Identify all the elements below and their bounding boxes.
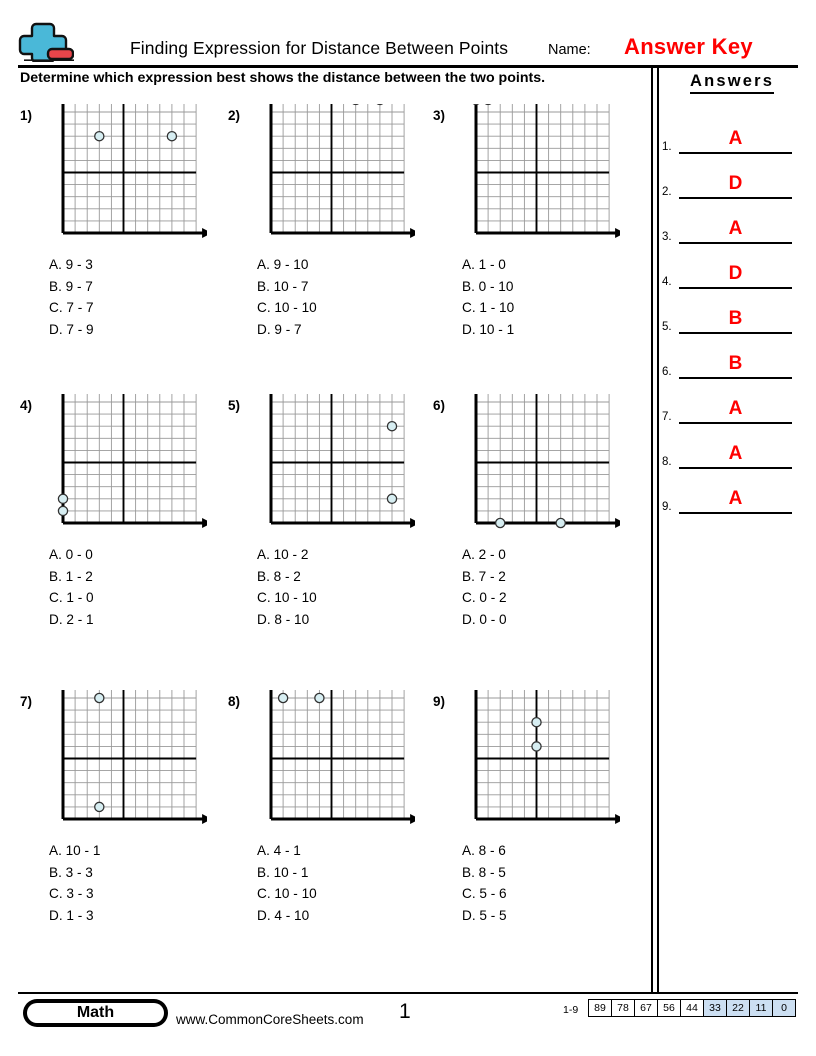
directions-text: Determine which expression best shows the distance between the two points. xyxy=(20,70,546,86)
answer-blank-line xyxy=(679,197,792,199)
answer-choice[interactable]: A. 0 - 0 xyxy=(49,547,93,562)
answer-choice[interactable]: B. 9 - 7 xyxy=(49,278,93,294)
score-box: 11 xyxy=(750,1000,773,1016)
answer-choice[interactable]: D. 10 - 1 xyxy=(462,321,515,337)
answer-choice[interactable]: D. 5 - 5 xyxy=(462,907,507,923)
plotted-point xyxy=(375,104,384,105)
answer-row xyxy=(662,380,794,424)
answer-choice[interactable]: C. 10 - 10 xyxy=(257,886,317,901)
answer-choice[interactable]: A. 1 - 0 xyxy=(462,257,506,272)
score-box: 78 xyxy=(612,1000,635,1016)
answer-blank-line xyxy=(679,377,792,379)
answer-value: A xyxy=(728,398,743,419)
answer-choice[interactable]: A. 4 - 1 xyxy=(257,843,301,858)
score-box: 0 xyxy=(773,1000,795,1016)
plotted-point xyxy=(315,693,324,702)
answer-choices xyxy=(257,254,317,340)
plus-minus-logo-icon xyxy=(18,22,74,62)
plotted-point xyxy=(556,518,565,527)
plotted-point xyxy=(95,693,104,702)
answer-choice[interactable]: B. 7 - 2 xyxy=(462,568,506,584)
plotted-point xyxy=(58,494,67,503)
plotted-point xyxy=(484,104,493,105)
answer-key-label: Answer Key xyxy=(624,34,753,59)
answer-number: 8. xyxy=(662,456,672,468)
answer-number: 5. xyxy=(662,321,672,333)
answer-choice[interactable]: C. 1 - 0 xyxy=(49,590,94,605)
plotted-point xyxy=(387,494,396,503)
coordinate-grid xyxy=(255,690,415,835)
answer-choice[interactable]: A. 10 - 2 xyxy=(257,547,309,562)
answer-choice[interactable]: D. 0 - 0 xyxy=(462,611,507,627)
answer-value: D xyxy=(728,263,743,284)
score-box: 44 xyxy=(681,1000,704,1016)
problem-number: 9) xyxy=(433,694,446,709)
answer-row xyxy=(662,290,794,334)
answer-choices xyxy=(49,254,94,340)
answer-row xyxy=(662,245,794,289)
answer-choices xyxy=(462,254,514,340)
plotted-point xyxy=(387,422,396,431)
answer-choices xyxy=(257,840,317,926)
answer-number: 1. xyxy=(662,141,672,153)
page-number: 1 xyxy=(399,1000,411,1023)
plotted-point xyxy=(95,802,104,811)
answer-value: B xyxy=(728,353,743,374)
answer-value: B xyxy=(728,308,743,329)
problem-number: 4) xyxy=(20,398,33,413)
column-separator-inner xyxy=(657,66,659,992)
answer-choice[interactable]: C. 10 - 10 xyxy=(257,590,317,605)
answer-choice[interactable]: C. 5 - 6 xyxy=(462,886,507,901)
answer-value: A xyxy=(728,218,743,239)
answer-choice[interactable]: C. 3 - 3 xyxy=(49,886,94,901)
answer-choice[interactable]: A. 10 - 1 xyxy=(49,843,101,858)
answer-choice[interactable]: A. 9 - 3 xyxy=(49,257,93,272)
answer-choice[interactable]: C. 7 - 7 xyxy=(49,300,94,315)
answer-blank-line xyxy=(679,287,792,289)
site-url: www.CommonCoreSheets.com xyxy=(176,1012,364,1027)
answer-number: 2. xyxy=(662,186,672,198)
answer-choice[interactable]: D. 9 - 7 xyxy=(257,321,302,337)
answer-number: 4. xyxy=(662,276,672,288)
plotted-point xyxy=(167,132,176,141)
name-label: Name: xyxy=(548,42,591,58)
answer-choice[interactable]: D. 4 - 10 xyxy=(257,907,310,923)
score-box: 22 xyxy=(727,1000,750,1016)
page-header xyxy=(0,0,816,66)
plotted-point xyxy=(95,132,104,141)
plotted-point xyxy=(351,104,360,105)
answer-choice[interactable]: D. 2 - 1 xyxy=(49,611,94,627)
answer-choice[interactable]: D. 1 - 3 xyxy=(49,907,94,923)
score-box: 89 xyxy=(589,1000,612,1016)
score-range-label: 1-9 xyxy=(563,1004,579,1016)
score-box: 33 xyxy=(704,1000,727,1016)
subject-badge xyxy=(23,999,168,1027)
score-scale xyxy=(588,999,796,1017)
answer-choice[interactable]: B. 3 - 3 xyxy=(49,864,93,880)
answer-blank-line xyxy=(679,422,792,424)
coordinate-grid xyxy=(47,104,207,249)
answer-choice[interactable]: D. 8 - 10 xyxy=(257,611,310,627)
answer-row xyxy=(662,110,794,154)
answer-choice[interactable]: C. 1 - 10 xyxy=(462,300,515,315)
answer-row xyxy=(662,155,794,199)
answer-choice[interactable]: B. 8 - 5 xyxy=(462,864,506,880)
answer-choice[interactable]: A. 2 - 0 xyxy=(462,547,506,562)
answer-value: A xyxy=(728,488,743,509)
answer-value: D xyxy=(728,173,743,194)
header-divider xyxy=(18,65,798,68)
answer-choices xyxy=(462,544,507,630)
answers-heading: Answers xyxy=(690,72,774,94)
answer-number: 7. xyxy=(662,411,672,423)
score-box: 56 xyxy=(658,1000,681,1016)
plotted-point xyxy=(496,518,505,527)
coordinate-grid xyxy=(460,104,620,249)
answer-blank-line xyxy=(679,152,792,154)
answer-choice[interactable]: B. 10 - 1 xyxy=(257,864,309,880)
footer-divider xyxy=(18,992,798,994)
answer-row xyxy=(662,470,794,514)
coordinate-grid xyxy=(255,104,415,249)
plotted-point xyxy=(58,506,67,515)
subject-badge-label: Math xyxy=(27,1003,164,1023)
answer-choice[interactable]: D. 7 - 9 xyxy=(49,321,94,337)
problem-number: 3) xyxy=(433,108,446,123)
answer-choice[interactable]: B. 1 - 2 xyxy=(49,568,93,584)
plotted-point xyxy=(279,693,288,702)
answer-choice[interactable]: C. 0 - 2 xyxy=(462,590,507,605)
coordinate-grid xyxy=(255,394,415,539)
coordinate-grid xyxy=(460,394,620,539)
plotted-point xyxy=(471,104,480,105)
score-box: 67 xyxy=(635,1000,658,1016)
answer-choice[interactable]: C. 10 - 10 xyxy=(257,300,317,315)
plotted-point xyxy=(532,742,541,751)
problem-number: 8) xyxy=(228,694,241,709)
answer-blank-line xyxy=(679,467,792,469)
answer-number: 3. xyxy=(662,231,672,243)
answer-choice[interactable]: B. 0 - 10 xyxy=(462,278,514,294)
answer-number: 6. xyxy=(662,366,672,378)
problem-number: 7) xyxy=(20,694,33,709)
plotted-point xyxy=(532,718,541,727)
answer-choices xyxy=(257,544,317,630)
answer-choice[interactable]: B. 10 - 7 xyxy=(257,278,309,294)
answer-blank-line xyxy=(679,242,792,244)
answer-row xyxy=(662,425,794,469)
page-title: Finding Expression for Distance Between Points xyxy=(130,38,509,58)
answer-value: A xyxy=(728,128,743,149)
answer-choices xyxy=(49,840,100,926)
answer-blank-line xyxy=(679,332,792,334)
answer-number: 9. xyxy=(662,501,672,513)
answer-choices xyxy=(462,840,507,926)
answer-choice[interactable]: A. 9 - 10 xyxy=(257,257,309,272)
answer-choice[interactable]: B. 8 - 2 xyxy=(257,568,301,584)
problem-number: 2) xyxy=(228,108,241,123)
answer-choice[interactable]: A. 8 - 6 xyxy=(462,843,506,858)
answer-row xyxy=(662,200,794,244)
coordinate-grid xyxy=(47,690,207,835)
coordinate-grid xyxy=(460,690,620,835)
problem-number: 6) xyxy=(433,398,446,413)
answer-row xyxy=(662,335,794,379)
answer-blank-line xyxy=(679,512,792,514)
answer-value: A xyxy=(728,443,743,464)
answer-choices xyxy=(49,544,94,630)
coordinate-grid xyxy=(47,394,207,539)
problem-number: 5) xyxy=(228,398,241,413)
problem-number: 1) xyxy=(20,108,33,123)
column-separator-outer xyxy=(651,66,653,992)
